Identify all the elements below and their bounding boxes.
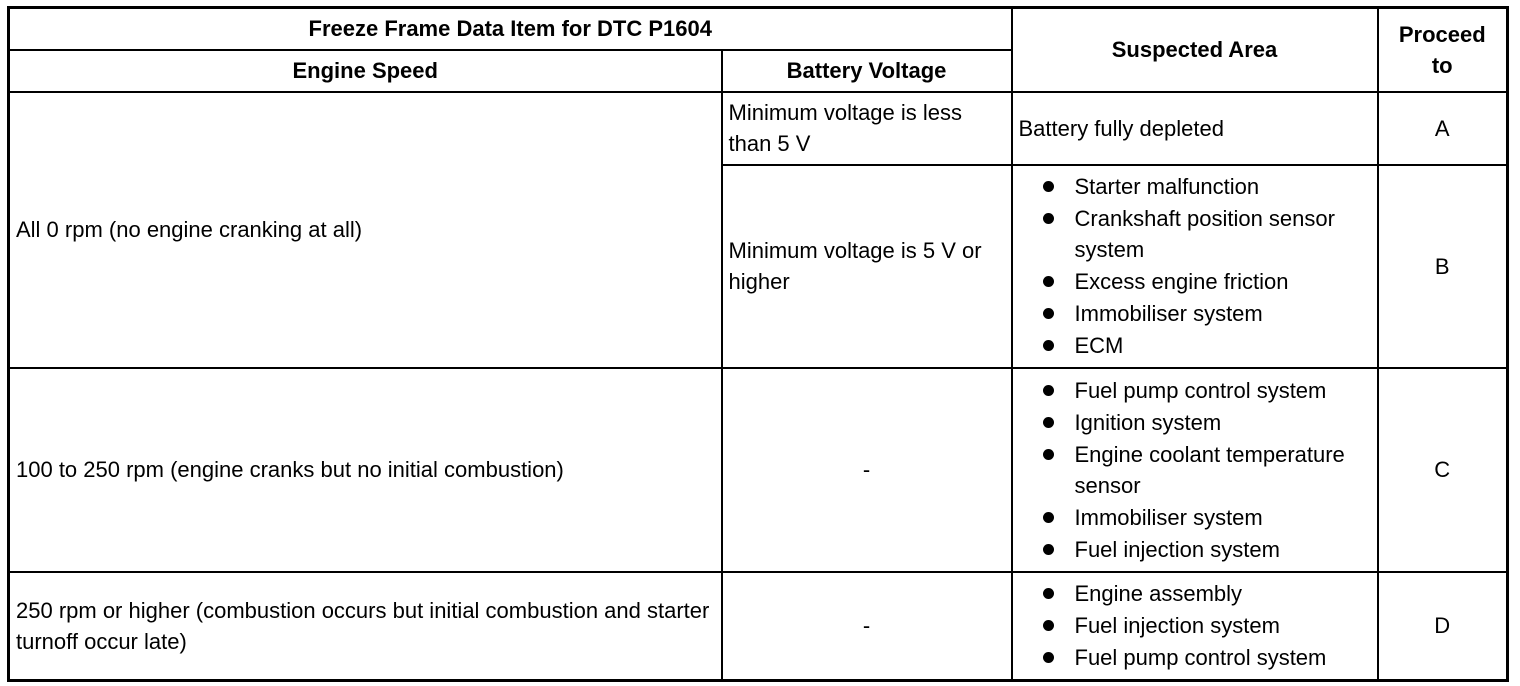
suspected-area-cell-c [1012,368,1378,572]
suspected-area-cell-d [1012,572,1378,681]
bullet-icon [1043,308,1054,319]
suspected-area-list-c [1019,375,1371,565]
suspected-area-item-label: ECM [1074,333,1124,358]
suspected-area-header: Suspected Area [1012,8,1378,92]
bullet-icon [1043,417,1054,428]
bullet-icon [1043,181,1054,192]
suspected-area-item [1041,171,1371,202]
proceed-cell-d: D [1378,572,1508,681]
freeze-frame-header: Freeze Frame Data Item for DTC P1604 [9,8,1012,50]
suspected-area-list-d [1019,578,1371,673]
suspected-area-item [1041,578,1371,609]
engine-speed-cell-250rpm-or-higher: 250 rpm or higher (combustion occurs but initial combustion and starter turnoff occur late) [9,572,722,681]
proceed-cell-b: B [1378,165,1508,368]
suspected-area-cell-a: Battery fully depleted [1012,92,1378,165]
suspected-area-item-label: Fuel pump control system [1074,645,1327,671]
suspected-area-item [1041,203,1371,265]
suspected-area-item [1041,298,1371,329]
proceed-cell-a: A [1378,92,1508,165]
suspected-area-item-label: Fuel pump control system [1074,377,1327,403]
suspected-area-item-label: Immobiliser system [1074,504,1263,530]
battery-voltage-cell-dash-c: - [722,368,1012,572]
suspected-area-item-label: Fuel injection system [1074,613,1280,639]
suspected-area-item-label: Immobiliser system [1074,301,1263,326]
suspected-area-item [1041,642,1371,673]
battery-voltage-cell-less-than-5v: Minimum voltage is less than 5 V [722,92,1012,165]
bullet-icon [1043,544,1054,555]
engine-speed-cell-100-250rpm: 100 to 250 rpm (engine cranks but no initial combustion) [9,368,722,572]
suspected-area-item [1041,502,1371,533]
dtc-p1604-table [7,6,1509,682]
bullet-icon [1043,276,1054,287]
bullet-icon [1043,340,1054,351]
bullet-icon [1043,385,1054,396]
bullet-icon [1043,652,1054,663]
proceed-cell-c: C [1378,368,1508,572]
engine-speed-header: Engine Speed [9,50,722,92]
battery-voltage-cell-5v-or-higher: Minimum voltage is 5 V or higher [722,165,1012,368]
suspected-area-item [1041,534,1371,565]
proceed-to-header-line2: to [1431,52,1453,78]
suspected-area-item-label: Engine assembly [1074,581,1243,607]
suspected-area-cell-b [1012,165,1378,368]
suspected-area-item-label: Ignition system [1074,409,1222,435]
suspected-area-list-b [1019,171,1371,361]
suspected-area-item [1041,439,1371,501]
battery-voltage-cell-dash-d: - [722,572,1012,681]
suspected-area-item-label: Excess engine friction [1074,269,1289,294]
suspected-area-item [1041,407,1371,438]
bullet-icon [1043,213,1054,224]
suspected-area-item-label: Crankshaft position sensor system [1074,206,1335,262]
bullet-icon [1043,588,1054,599]
suspected-area-item [1041,266,1371,297]
bullet-icon [1043,449,1054,460]
suspected-area-item [1041,610,1371,641]
bullet-icon [1043,620,1054,631]
suspected-area-item-label: Engine coolant temperature sensor [1074,441,1345,498]
proceed-to-header-line1: Proceed [1398,21,1486,47]
engine-speed-cell-0rpm: All 0 rpm (no engine cranking at all) [9,92,722,368]
proceed-to-header [1378,8,1508,92]
suspected-area-item [1041,330,1371,361]
bullet-icon [1043,512,1054,523]
suspected-area-item [1041,375,1371,406]
suspected-area-item-label: Starter malfunction [1074,174,1260,199]
suspected-area-item-label: Fuel injection system [1074,536,1280,562]
battery-voltage-header: Battery Voltage [722,50,1012,92]
